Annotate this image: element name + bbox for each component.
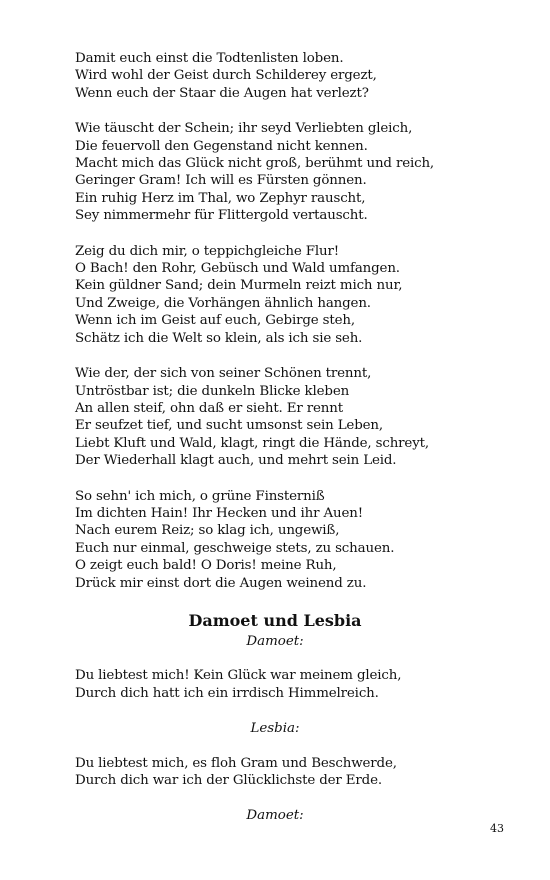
verse-line: O Bach! den Rohr, Gebüsch und Wald umfangen.: [75, 261, 400, 277]
page-number: 43: [490, 822, 504, 835]
verse-line: Euch nur einmal, geschweige stets, zu schauen.: [75, 540, 395, 556]
verse-line: Liebt Kluft und Wald, klagt, ringt die Hände, schreyt,: [75, 435, 429, 451]
verse-line: Wie der, der sich von seiner Schönen trennt,: [75, 366, 372, 382]
verse-line: Macht mich das Glück nicht groß, berühmt und reich,: [75, 156, 435, 172]
speaker-label: Lesbia:: [250, 721, 300, 737]
verse-line: Wird wohl der Geist durch Schilderey ergezt,: [75, 68, 377, 84]
verse-line: Und Zweige, die Vorhängen ähnlich hangen.: [75, 295, 371, 311]
verse-line: O zeigt euch bald! O Doris! meine Ruh,: [75, 558, 337, 574]
verse-line: Geringer Gram! Ich will es Fürsten gönnen.: [75, 173, 367, 189]
verse-line: Die feuervoll den Gegenstand nicht kennen.: [75, 138, 368, 154]
verse-line: An allen steif, ohn daß er sieht. Er rennt: [75, 400, 343, 416]
dialogue-block: [75, 667, 475, 702]
verse-line: Wenn euch der Staar die Augen hat verlezt?: [75, 85, 369, 101]
stanza-5: [75, 488, 475, 592]
stanza-1: [75, 50, 475, 102]
verse-line: Wenn ich im Geist auf euch, Gebirge steh,: [75, 313, 355, 329]
stanza-3: [75, 243, 475, 347]
stanza-4: [75, 365, 475, 469]
verse-line: Ein ruhig Herz im Thal, wo Zephyr rauscht,: [75, 190, 366, 206]
verse-line: Untröstbar ist; die dunkeln Blicke kleben: [75, 383, 350, 399]
speaker-label: Damoet:: [246, 808, 304, 824]
verse-line: Du liebtest mich! Kein Glück war meinem gleich,: [75, 668, 402, 684]
verse-line: Kein güldner Sand; dein Murmeln reizt mich nur,: [75, 278, 403, 294]
verse-line: Durch dich war ich der Glücklichste der Erde.: [75, 773, 382, 788]
speaker-label: Damoet:: [246, 633, 304, 649]
verse-line: Er seufzet tief, und sucht umsonst sein Leben,: [75, 418, 383, 434]
verse-line: Drück mir einst dort die Augen weinend zu.: [75, 575, 367, 591]
verse-line: Sey nimmermehr für Flittergold vertauscht.: [75, 208, 368, 224]
poem-title: Damoet und Lesbia: [188, 610, 362, 630]
stanza-2: [75, 120, 475, 224]
book-page: [75, 50, 475, 842]
verse-line: Zeig du dich mir, o teppichgleiche Flur!: [75, 243, 339, 259]
verse-line: Schätz ich die Welt so klein, als ich sie seh.: [75, 330, 363, 346]
verse-line: Durch dich hatt ich ein irrdisch Himmelreich.: [75, 685, 379, 701]
dialogue-block: [75, 755, 475, 790]
verse-line: So sehn' ich mich, o grüne Finsterniß: [75, 488, 325, 504]
verse-line: Wie täuscht der Schein; ihr seyd Verliebten gleich,: [75, 121, 413, 137]
verse-line: Im dichten Hain! Ihr Hecken und ihr Auen!: [75, 505, 363, 521]
verse-line: Nach eurem Reiz; so klag ich, ungewiß,: [75, 523, 340, 539]
verse-line: Der Wiederhall klagt auch, und mehrt sein Leid.: [75, 453, 397, 469]
verse-line: Damit euch einst die Todtenlisten loben.: [75, 51, 344, 66]
verse-line: Du liebtest mich, es floh Gram und Beschwerde,: [75, 755, 397, 771]
